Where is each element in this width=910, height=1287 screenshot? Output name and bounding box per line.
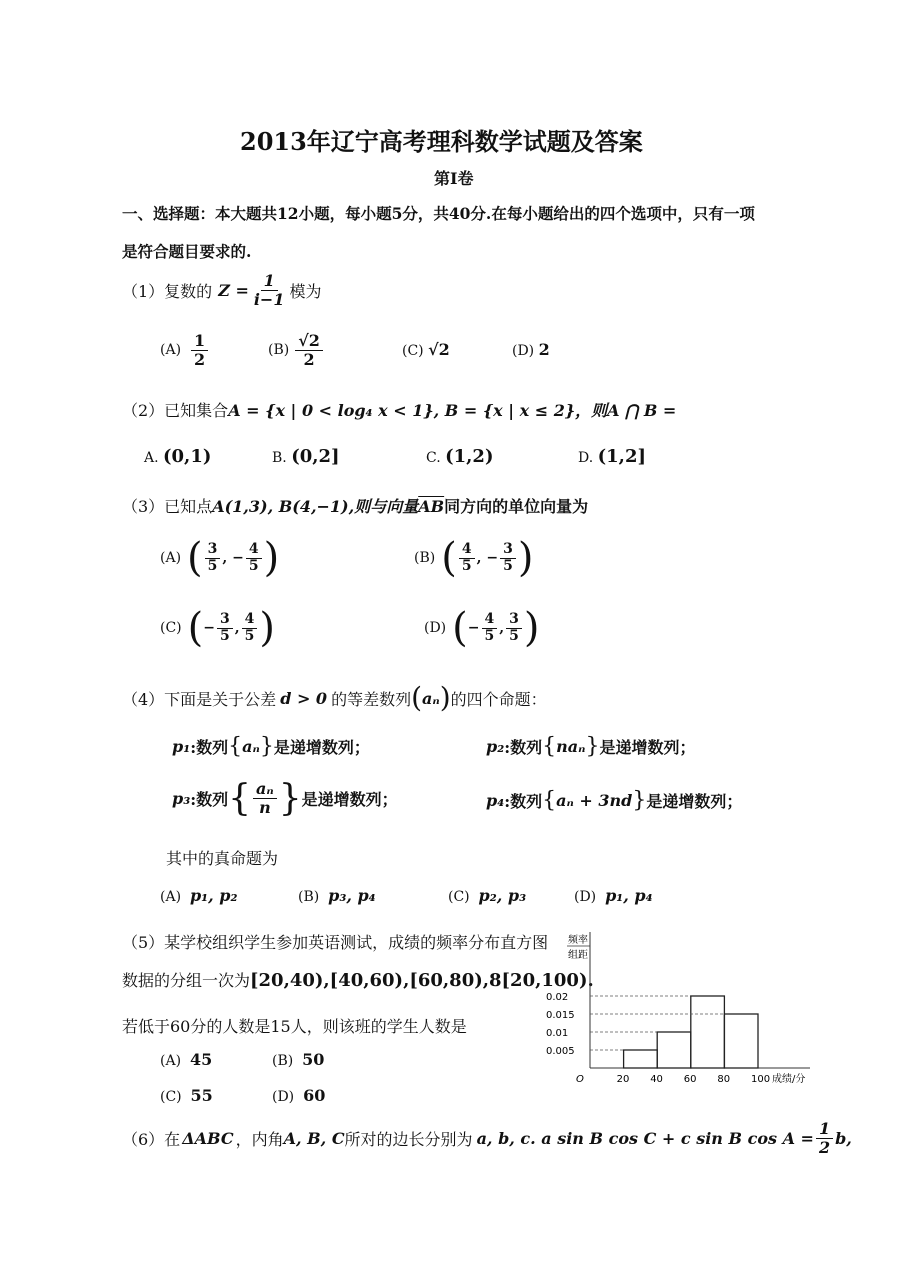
q1-option-d: (D) 2 — [512, 340, 550, 359]
histogram-bar — [657, 1032, 691, 1068]
q1-option-c: (C) √2 — [402, 340, 450, 359]
q4-p4: p₄ :数列 { aₙ + 3nd } 是递增数列； — [486, 788, 743, 813]
page-title: 2013年辽宁高考理科数学试题及答案 — [240, 127, 643, 156]
q5-line1: （5）某学校组织学生参加英语测试，成绩的频率分布直方图 — [122, 933, 549, 952]
y-tick-label: 0.015 — [546, 1010, 575, 1021]
q2-expression: A = {x | 0 < log₄ x < 1}, B = {x | x ≤ 2}，则A ⋂ B = — [228, 401, 677, 420]
question-3: （3）已知点A(1,3), B(4,−1),则与向量$\overline{AB}$同方向的单位向量为 — [122, 497, 589, 516]
q2-option-a: A. (0,1) — [144, 446, 212, 467]
q3-option-b: (B) ( $\frac{4}{5}$ , − $\frac{3}{5}$ ) — [414, 535, 534, 581]
x-tick-label: 40 — [650, 1074, 663, 1085]
frequency-histogram — [540, 930, 820, 1095]
q1-z: Z = — [218, 280, 249, 300]
q2-option-d: D. (1,2] — [578, 446, 646, 467]
q3-option-d: (D) ( − $\frac{4}{5}$ , $\frac{3}{5}$ ) — [424, 605, 540, 651]
q1-option-b: (B) $\frac{√2}{2}$ — [268, 332, 325, 368]
q5-line2: 数据的分组一次为[20,40),[40,60),[60,80),8[20,100). — [122, 970, 594, 991]
q3-option-a: (A) ( $\frac{3}{5}$ , − $\frac{4}{5}$ ) — [160, 535, 280, 581]
q4-option-a: (A) p₁, p₂ — [160, 886, 238, 905]
question-1 — [122, 272, 321, 308]
q4-p3: p₃ :数列 { $\frac{\text{aₙ}}{n}$ } 是递增数列； — [172, 778, 398, 819]
histogram-bar — [624, 1050, 658, 1068]
histogram-bar — [691, 996, 725, 1068]
q5-option-c: (C) 55 — [160, 1086, 213, 1105]
q4-option-d: (D) p₁, p₄ — [574, 886, 653, 905]
question-2: （2）已知集合A = {x | 0 < log₄ x < 1}, B = {x | x ≤ 2}，则A ⋂ B = — [122, 401, 677, 420]
y-tick-label: 0.005 — [546, 1046, 575, 1057]
q1-fraction: $\frac{1}{i-1}$ — [253, 271, 285, 309]
q1-suffix: 模为 — [289, 281, 322, 301]
q2-option-b: B. (0,2] — [272, 446, 340, 467]
q2-option-c: C. (1,2) — [426, 446, 494, 467]
y-label-numerator: 频率 — [568, 935, 588, 946]
section-heading-line2: 是符合题目要求的. — [122, 242, 252, 261]
x-tick-label: 20 — [616, 1074, 630, 1085]
q4-p1: p₁ :数列 { aₙ } 是递增数列； — [172, 734, 370, 759]
q4-option-b: (B) p₃, p₄ — [298, 886, 376, 905]
q5-line3: 若低于60分的人数是15人，则该班的学生人数是 — [122, 1017, 467, 1036]
q5-option-b: (B) 50 — [272, 1050, 325, 1069]
histogram-bar — [724, 1014, 758, 1068]
x-tick-label: 80 — [717, 1074, 731, 1085]
q4-option-c: (C) p₂, p₃ — [448, 886, 527, 905]
q4-p2: p₂ :数列 { naₙ } 是递增数列； — [486, 734, 696, 759]
volume-heading: 第I卷 — [434, 169, 474, 188]
y-tick-label: 0.01 — [546, 1028, 569, 1039]
q3-option-c: (C) ( − $\frac{3}{5}$ , $\frac{4}{5}$ ) — [160, 605, 275, 651]
q1-option-a: (A) $\frac{1}{2}$ — [160, 332, 210, 368]
origin-label: O — [576, 1074, 584, 1085]
y-label-denominator: 组距 — [568, 950, 588, 961]
x-tick-label: 60 — [683, 1074, 697, 1085]
q1-stem: （1）复数的 — [122, 281, 213, 301]
x-axis-label: 成绩/分 — [772, 1074, 806, 1085]
q5-option-d: (D) 60 — [272, 1086, 326, 1105]
question-6: （6）在 ΔABC ，内角 A, B, C 所对的边长分别为 a, b, c. a sin B cos C + c sin B cos A = $\frac{1}{2}$ b, — [122, 1119, 852, 1157]
x-tick-label: 100 — [751, 1074, 771, 1085]
question-4: （4）下面是关于公差 d > 0 的等差数列 ( aₙ ) 的四个命题： — [122, 681, 547, 714]
section-heading-line1: 一、选择题：本大题共12小题，每小题5分，共40分.在每小题给出的四个选项中，只有一项 — [122, 204, 755, 223]
q3-vector: $\overline{AB}$ — [418, 497, 445, 516]
q3-expression: A(1,3), B(4,−1),则与向量 — [212, 497, 419, 516]
q4-ask: 其中的真命题为 — [166, 849, 279, 868]
y-tick-label: 0.02 — [546, 992, 569, 1003]
q5-option-a: (A) 45 — [160, 1050, 213, 1069]
